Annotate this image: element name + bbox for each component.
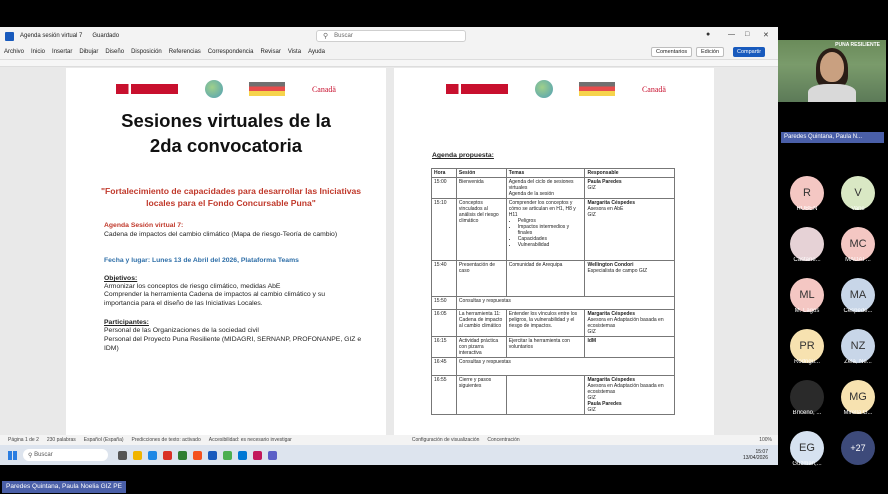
participant-name: Vane <box>851 206 865 212</box>
menu-diseno[interactable]: Diseño <box>105 49 125 55</box>
program-title: "Fortalecimiento de capacidades para desarrollar las Iniciativas locales para el Fondo Concursable Puna" <box>100 186 362 208</box>
responsable-role: Asesora en AbE GIZ <box>587 206 624 218</box>
cell-sesion: Cierre y pasos siguientes <box>456 376 506 415</box>
cell-sesion: Presentación de caso <box>456 261 506 297</box>
search-box[interactable]: ⚲ Buscar <box>316 30 466 42</box>
word-count[interactable]: 230 palabras <box>46 437 76 443</box>
word-icon[interactable] <box>208 451 217 460</box>
table-row <box>432 178 675 199</box>
cell-temas <box>506 376 585 415</box>
participant-avatar[interactable]: V <box>841 176 875 210</box>
menu-inicio[interactable]: Inicio <box>31 49 46 55</box>
cell-hora: 15:10 <box>432 199 457 261</box>
responsable-name: Wellington Condori <box>587 262 634 268</box>
windows-start-icon[interactable] <box>8 451 17 460</box>
partner-logo <box>535 80 553 98</box>
app-icon[interactable] <box>163 451 172 460</box>
app-icon[interactable] <box>253 451 262 460</box>
canada-logo: Canadä <box>641 84 666 94</box>
cell-responsable <box>585 376 675 415</box>
cell-temas: Ejercitar la herramienta con voluntarios <box>506 337 585 358</box>
search-icon: ⚲ <box>323 33 329 40</box>
cell-responsable <box>585 178 675 199</box>
page-title-line-1: Sesiones virtuales de la <box>121 110 331 131</box>
excel-icon[interactable] <box>178 451 187 460</box>
list-item: • Vulnerabilidad <box>518 242 583 248</box>
temas-text: Comprender los conceptos y cómo se articulan en H1, H8 y H11 <box>508 200 576 218</box>
peru-logo <box>446 84 508 94</box>
accessibility-status[interactable]: Accesibilidad: es necesario investigar <box>208 437 292 443</box>
menu-ayuda[interactable]: Ayuda <box>308 49 325 55</box>
participants-heading: Participantes: <box>104 319 149 326</box>
cell-sesion: Conceptos vinculados al análisis del riesgo climático <box>456 199 506 261</box>
participant-avatar-photo[interactable] <box>790 380 824 414</box>
cell-responsable <box>585 261 675 297</box>
partner-logo <box>205 80 223 98</box>
cell-sesion: Consultas y respuestas <box>456 297 674 310</box>
responsable-role: Asesora en Adaptación basada en ecosistemas GIZ <box>587 317 664 335</box>
responsable-name: Margarita Céspedes <box>587 377 635 383</box>
cell-sesion: La herramienta 11: Cadena de impacto al cambio climático <box>456 310 506 337</box>
video-banner: PUNA RESILIENTE <box>835 42 880 48</box>
table-header-row <box>432 169 675 178</box>
focus-mode[interactable]: Concentración <box>487 437 520 443</box>
participant-avatar[interactable]: MG <box>841 380 875 414</box>
cell-sesion: Actividad práctica con pizarra interactiva <box>456 337 506 358</box>
cell-hora: 15:50 <box>432 297 457 310</box>
table-row <box>432 297 675 310</box>
chrome-icon[interactable] <box>223 451 232 460</box>
close-icon[interactable]: ✕ <box>763 32 769 39</box>
responsable-role: GIZ <box>587 407 596 413</box>
cell-hora: 16:05 <box>432 310 457 337</box>
save-status: Guardado <box>92 33 120 39</box>
participant-name: RUBEN <box>796 206 818 212</box>
germany-logo <box>579 82 615 96</box>
objective-1: Armonizar los conceptos de riesgo climático, medidas AbE <box>104 283 281 290</box>
ruler <box>0 60 778 67</box>
cell-sesion: Consultas y respuestas <box>456 358 674 376</box>
maximize-icon[interactable]: □ <box>745 31 750 38</box>
edge-icon[interactable] <box>148 451 157 460</box>
participant-name: M. Lagos <box>794 308 820 314</box>
participant-avatar[interactable]: MC <box>841 227 875 261</box>
app-icon[interactable] <box>193 451 202 460</box>
cell-hora: 16:55 <box>432 376 457 415</box>
cell-responsable <box>585 310 675 337</box>
participant-1: Personal de las Organizaciones de la sociedad civil <box>104 327 259 334</box>
agenda-heading: Agenda Sesión virtual 7: <box>104 222 184 229</box>
system-clock[interactable]: 15:07 13/04/2026 <box>742 449 768 461</box>
responsable-name: Paula Paredes <box>587 401 622 407</box>
task-view-icon[interactable] <box>118 451 127 460</box>
participant-avatar[interactable]: PR <box>790 329 824 363</box>
page-count[interactable]: Página 1 de 2 <box>8 437 39 443</box>
text-predictions[interactable]: Predicciones de texto: activado <box>131 437 201 443</box>
menu-vista[interactable]: Vista <box>287 49 302 55</box>
menu-insertar[interactable]: Insertar <box>52 49 73 55</box>
file-explorer-icon[interactable] <box>133 451 142 460</box>
profile-icon[interactable]: ● <box>706 31 711 38</box>
responsable-name: Margarita Céspedes <box>587 200 635 206</box>
menu-referencias[interactable]: Referencias <box>168 49 201 55</box>
participant-avatar[interactable]: R <box>790 176 824 210</box>
responsable-role: GIZ <box>587 185 596 191</box>
logo-strip <box>116 80 336 98</box>
cell-hora: 16:45 <box>432 358 457 376</box>
page-title-line-2: 2da convocatoria <box>149 135 303 156</box>
participant-name: Rodrigu... <box>793 359 820 365</box>
speaker-body <box>808 84 856 102</box>
participant-name: Briceno, ... <box>792 410 822 416</box>
header-temas: Temas <box>506 169 585 178</box>
participant-name: MADAI ... <box>845 257 871 263</box>
participant-avatar[interactable]: ML <box>790 278 824 312</box>
table-row <box>432 310 675 337</box>
share-button[interactable]: Compartir <box>733 47 765 57</box>
menu-bar <box>0 45 778 60</box>
title-bar <box>0 27 778 45</box>
participant-avatar[interactable]: MA <box>841 278 875 312</box>
menu-disposicion[interactable]: Disposición <box>131 49 162 55</box>
edit-mode-button[interactable]: Edición <box>696 47 724 57</box>
agenda-text: Cadena de impactos del cambio climático (Mapa de riesgo-Teoría de cambio) <box>104 231 338 238</box>
document-page-1[interactable] <box>66 68 386 436</box>
responsable-role: Especialista de campo GIZ <box>587 268 648 274</box>
responsable-role: Asesora en Adaptación basada en ecosistemas GIZ <box>587 383 664 401</box>
header-sesion: Sesión <box>456 169 506 178</box>
cell-temas: Comunidad de Arequipa <box>506 261 585 297</box>
temas-list <box>518 218 583 248</box>
cell-hora: 15:00 <box>432 178 457 199</box>
outlook-icon[interactable] <box>238 451 247 460</box>
objective-2: Comprender la herramienta Cadena de impactos al cambio climático y su importancia para el diseño de las Iniciativas Locales. <box>104 291 326 307</box>
participant-name: Guzman,... <box>792 461 822 467</box>
agenda-title: Agenda propuesta: <box>432 152 494 159</box>
presenter-name-label: Paredes Quintana, Paula Noelia GIZ PE <box>2 481 126 493</box>
word-icon <box>5 32 14 41</box>
germany-logo <box>249 82 285 96</box>
cell-temas: Agenda del ciclo de sesiones virtuales Agenda de la sesión <box>506 178 585 199</box>
canada-logo: Canadä <box>311 84 336 94</box>
participant-avatar[interactable]: EG <box>790 431 824 465</box>
agenda-table <box>431 168 675 415</box>
status-bar <box>0 435 778 445</box>
participant-name: Cespede... <box>843 308 873 314</box>
responsable-name: Margarita Céspedes <box>587 311 635 317</box>
header-responsable: Responsable <box>585 169 675 178</box>
header-hora: Hora <box>432 169 457 178</box>
participant-name: Mirella G... <box>843 410 873 416</box>
speaker-face <box>820 52 844 82</box>
list-item: • Capacidades <box>518 236 583 242</box>
cell-temas <box>506 199 585 261</box>
word-window <box>0 27 778 465</box>
speaker-video[interactable] <box>778 40 886 102</box>
responsable-name: Paula Paredes <box>587 179 622 185</box>
list-item: • Impactos intermedios y finales <box>518 224 583 236</box>
logo-strip <box>446 80 666 98</box>
language[interactable]: Español (España) <box>83 437 124 443</box>
objectives-heading: Objetivos: <box>104 275 138 282</box>
taskbar-search[interactable]: ⚲ Buscar <box>23 449 108 461</box>
more-participants-button[interactable]: +27 <box>841 431 875 465</box>
table-row <box>432 337 675 358</box>
cell-sesion: Bienvenida <box>456 178 506 199</box>
table-row <box>432 261 675 297</box>
participant-avatar[interactable]: NZ <box>841 329 875 363</box>
menu-revisar[interactable]: Revisar <box>260 49 281 55</box>
menu-correspondencia[interactable]: Correspondencia <box>207 49 254 55</box>
table-row <box>432 376 675 415</box>
participant-name: Zela, Ne... <box>844 359 872 365</box>
speaker-name-label: Paredes Quintana, Paula N... <box>781 132 884 143</box>
teams-icon[interactable] <box>268 451 277 460</box>
comments-button[interactable]: Comentarios <box>651 47 692 57</box>
cell-temas: Entender los vínculos entre los peligros, la vulnerabilidad y el riesgo de impactos. <box>506 310 585 337</box>
zoom-level[interactable]: 100% <box>759 437 772 443</box>
table-row <box>432 358 675 376</box>
document-title: Agenda sesión virtual 7 <box>20 33 83 39</box>
menu-dibujar[interactable]: Dibujar <box>79 49 99 55</box>
peru-logo <box>116 84 178 94</box>
date-place: Fecha y lugar: Lunes 13 de Abril del 2026, Plataforma Teams <box>104 257 299 264</box>
participant-avatar-photo[interactable] <box>790 227 824 261</box>
cell-hora: 16:15 <box>432 337 457 358</box>
cell-hora: 15:40 <box>432 261 457 297</box>
display-settings[interactable]: Configuración de visualización <box>411 437 480 443</box>
cell-responsable <box>585 337 675 358</box>
cell-responsable <box>585 199 675 261</box>
search-icon: ⚲ <box>28 452 35 459</box>
table-row <box>432 199 675 261</box>
responsable-name: IdM <box>587 338 597 344</box>
participant-name: Castane... <box>793 257 821 263</box>
list-item: • Peligros <box>518 218 583 224</box>
minimize-icon[interactable]: — <box>728 31 735 38</box>
menu-archivo[interactable]: Archivo <box>4 49 25 55</box>
taskbar <box>0 445 778 465</box>
participant-2: Personal del Proyecto Puna Resiliente (MIDAGRI, SERNANP, PROFONANPE, GIZ e IDM) <box>104 336 362 352</box>
document-page-2[interactable] <box>394 68 714 436</box>
